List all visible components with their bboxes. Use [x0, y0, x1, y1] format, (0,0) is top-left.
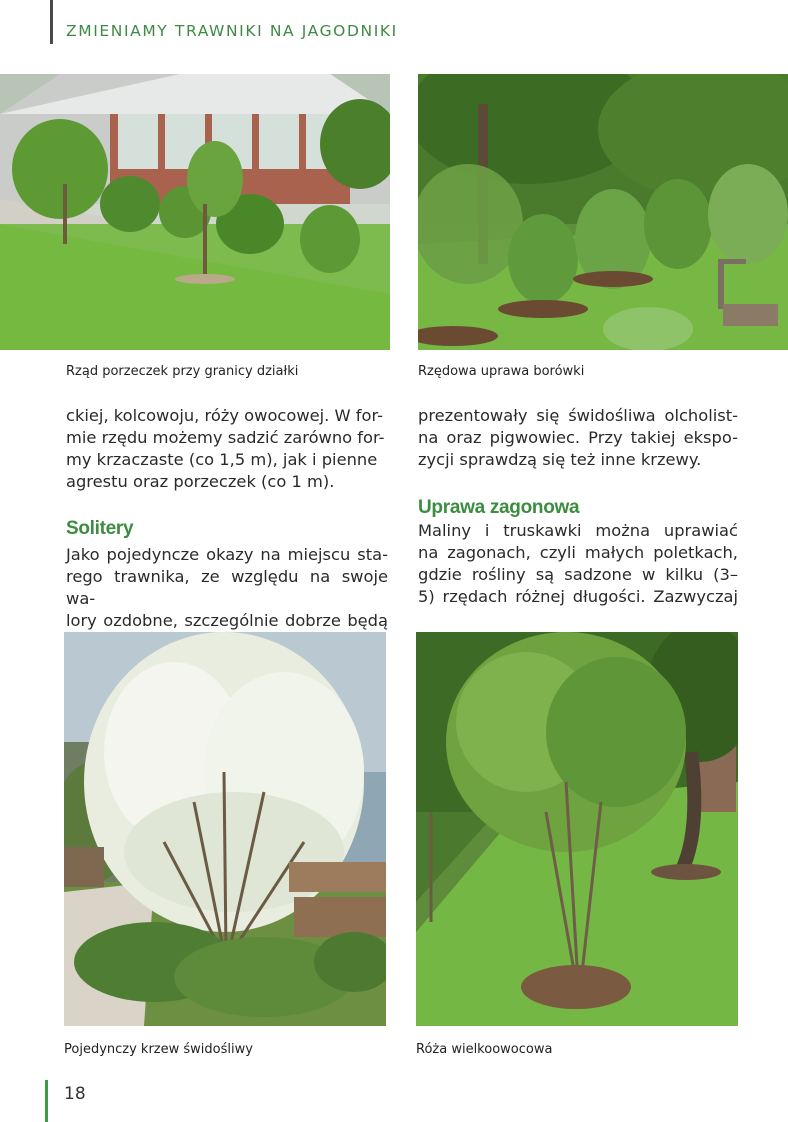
text-line: zycji sprawdzą się też inne krzewy. [418, 450, 702, 469]
text-line: na zagonach, czyli małych poletkach, [418, 543, 738, 562]
photo-serviceberry [64, 632, 386, 1026]
caption-serviceberry: Pojedynczy krzew świdośliwy [64, 1042, 253, 1057]
text-line: prezentowały się świdośliwa olcholist- [418, 406, 738, 425]
text-line: lory ozdobne, szczególnie dobrze będą [66, 611, 388, 630]
page-number: 18 [64, 1084, 86, 1104]
caption-blueberry-rows: Rzędowa uprawa borówki [418, 364, 585, 379]
caption-currant-row: Rząd porzeczek przy granicy działki [66, 364, 299, 379]
section-heading-solitery: Solitery [66, 518, 134, 539]
folio-rule [45, 1080, 48, 1122]
header-rule [50, 0, 53, 44]
text-line: mie rzędu możemy sadzić zarówno for- [66, 428, 385, 447]
text-line: Jako pojedyncze okazy na miejscu sta- [66, 545, 388, 564]
text-line: na oraz pigwowiec. Przy takiej ekspo- [418, 428, 738, 447]
left-column-intro [66, 405, 388, 493]
running-header: ZMIENIAMY TRAWNIKI NA JAGODNIKI [66, 22, 398, 40]
caption-rose: Róża wielkoowocowa [416, 1042, 553, 1057]
photo-currant-row [0, 74, 390, 350]
text-line: my krzaczaste (co 1,5 m), jak i pienne [66, 450, 378, 469]
text-line: gdzie rośliny są sadzone w kilku (3– [418, 565, 738, 584]
right-column-body [418, 520, 738, 608]
photo-rose [416, 632, 738, 1026]
section-heading-uprawa-zagonowa: Uprawa zagonowa [418, 497, 580, 518]
text-line: 5) rzędach różnej długości. Zazwyczaj [418, 587, 738, 606]
text-line: Maliny i truskawki można uprawiać [418, 521, 738, 540]
text-line: ckiej, kolcowoju, róży owocowej. W for- [66, 406, 384, 425]
text-line: agrestu oraz porzeczek (co 1 m). [66, 472, 335, 491]
text-line: rego trawnika, ze względu na swoje wa- [66, 567, 388, 608]
photo-blueberry-rows [418, 74, 788, 350]
left-column-body [66, 544, 388, 632]
right-column-intro [418, 405, 738, 471]
